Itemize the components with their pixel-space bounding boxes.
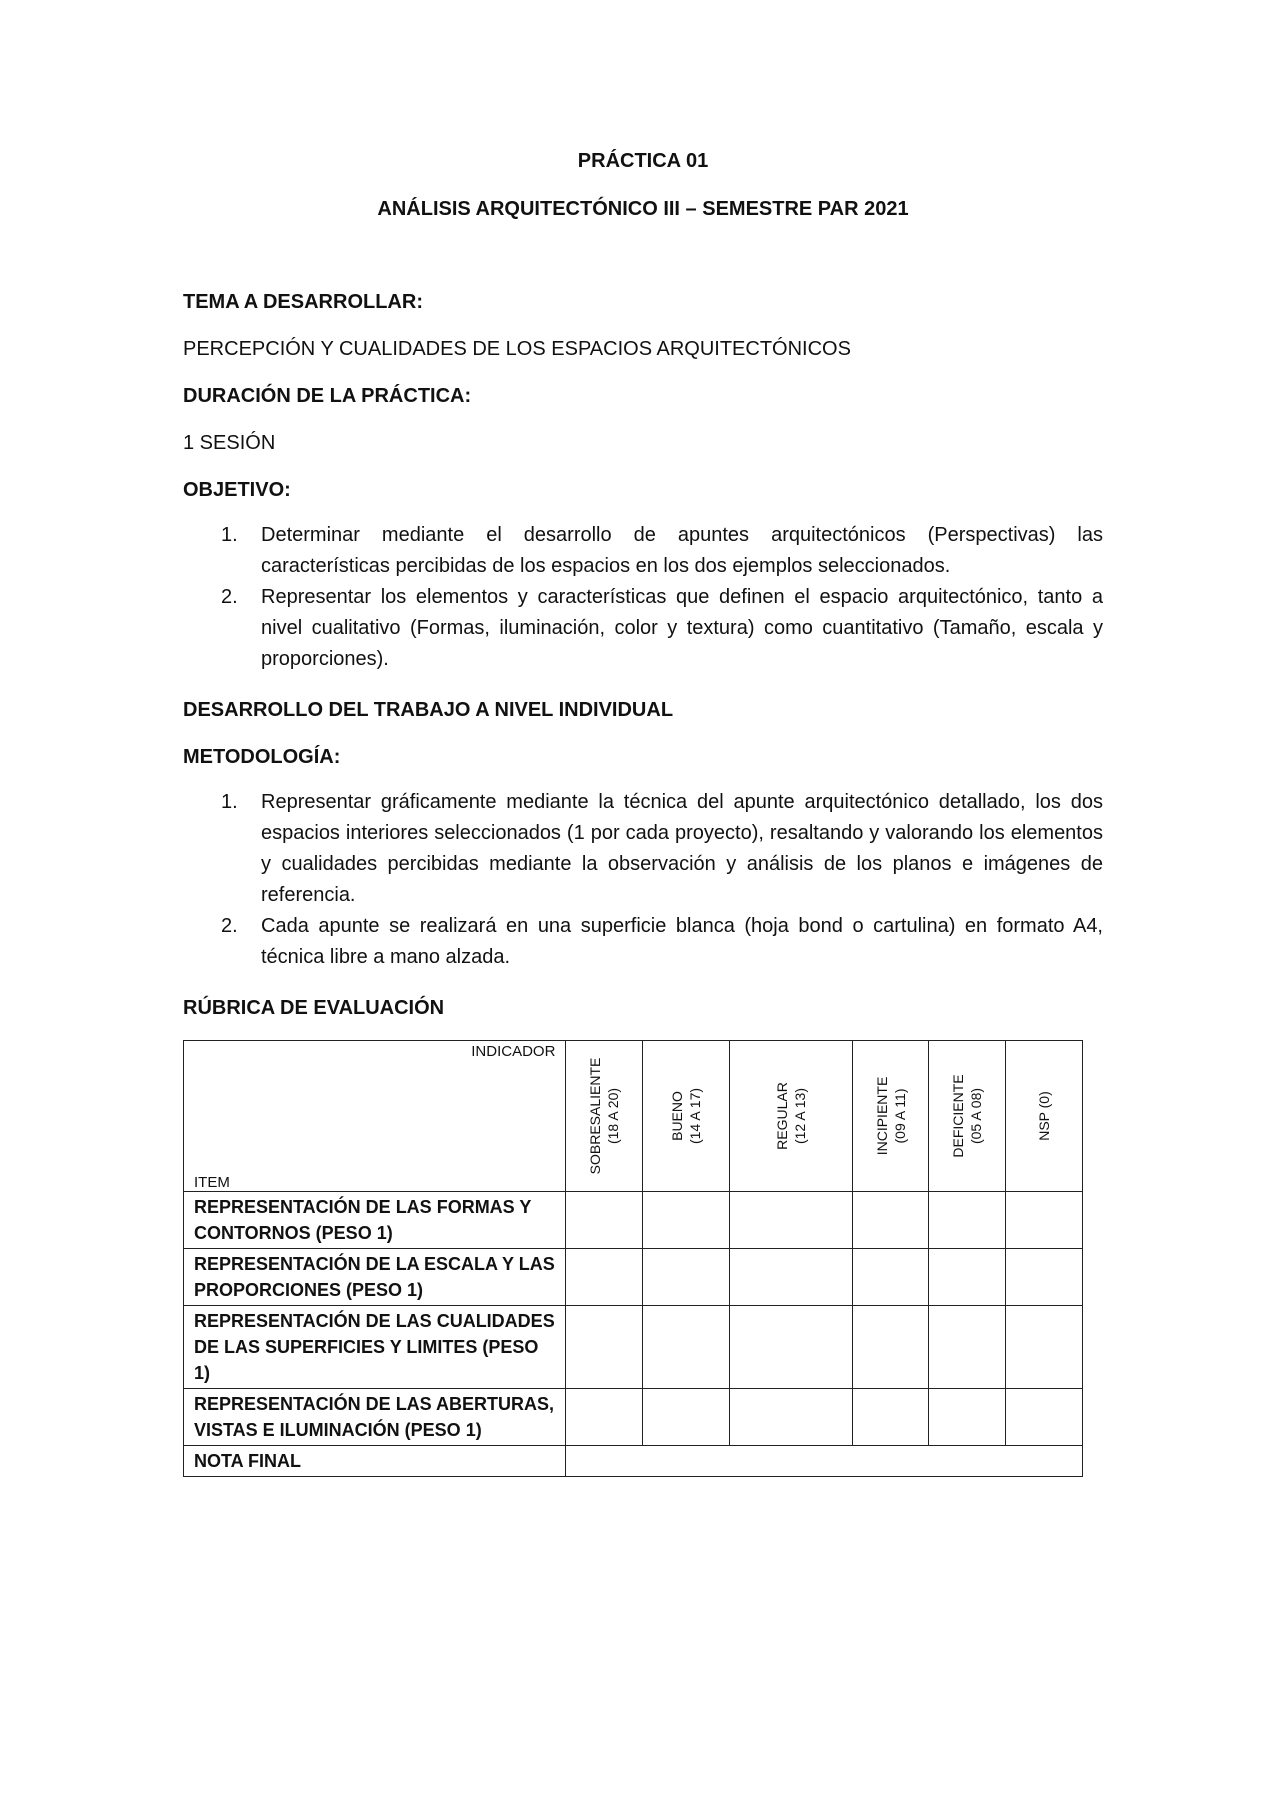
grade-cell[interactable]	[929, 1192, 1006, 1249]
tema-value: PERCEPCIÓN Y CUALIDADES DE LOS ESPACIOS ARQUITECTÓNICOS	[183, 338, 851, 360]
grade-cell[interactable]	[566, 1192, 643, 1249]
grade-cell[interactable]	[1006, 1389, 1083, 1446]
grade-cell[interactable]	[852, 1192, 929, 1249]
rubric-header-row	[184, 1041, 1083, 1192]
indicador-label: INDICADOR	[471, 1043, 556, 1060]
row-label: REPRESENTACIÓN DE LAS ABERTURAS, VISTAS E ILUMINACIÓN (PESO 1)	[184, 1389, 566, 1446]
grade-cell[interactable]	[729, 1192, 852, 1249]
list-item-text: Determinar mediante el desarrollo de apuntes arquitectónicos (Perspectivas) las características percibidas de los espacios en los dos ejemplos seleccionados.	[261, 524, 1103, 577]
tema-label: TEMA A DESARROLLAR:	[183, 291, 423, 313]
grade-cell[interactable]	[929, 1389, 1006, 1446]
grade-cell[interactable]	[929, 1249, 1006, 1306]
row-label: REPRESENTACIÓN DE LA ESCALA Y LAS PROPORCIONES (PESO 1)	[184, 1249, 566, 1306]
grade-cell[interactable]	[1006, 1306, 1083, 1389]
grade-cell[interactable]	[1006, 1249, 1083, 1306]
column-header-bueno	[643, 1041, 730, 1192]
grade-cell[interactable]	[852, 1389, 929, 1446]
list-item	[183, 787, 1103, 911]
item-label: ITEM	[194, 1174, 230, 1191]
rubrica-label: RÚBRICA DE EVALUACIÓN	[183, 997, 445, 1019]
column-header-incipiente	[852, 1041, 929, 1192]
column-name: DEFICIENTE	[950, 1074, 967, 1158]
column-name: SOBRESALIENTE	[587, 1057, 604, 1175]
table-row	[184, 1389, 1083, 1446]
column-range: (14 A 17)	[687, 1087, 704, 1145]
list-item-number: 2.	[221, 915, 238, 937]
list-item	[183, 911, 1103, 973]
final-grade-cell[interactable]	[566, 1446, 1083, 1477]
metodologia-label: METODOLOGÍA:	[183, 746, 341, 768]
table-row	[184, 1192, 1083, 1249]
objetivo-label: OBJETIVO:	[183, 479, 291, 501]
row-label: REPRESENTACIÓN DE LAS CUALIDADES DE LAS SUPERFICIES Y LIMITES (PESO 1)	[184, 1306, 566, 1389]
grade-cell[interactable]	[1006, 1192, 1083, 1249]
grade-cell[interactable]	[643, 1306, 730, 1389]
column-range: (05 A 08)	[968, 1087, 985, 1145]
list-item-number: 1.	[221, 524, 238, 546]
grade-cell[interactable]	[566, 1389, 643, 1446]
row-label: REPRESENTACIÓN DE LAS FORMAS Y CONTORNOS (PESO 1)	[184, 1192, 566, 1249]
column-header-sobresaliente	[566, 1041, 643, 1192]
column-name: INCIPIENTE	[873, 1076, 890, 1156]
column-header-deficiente	[929, 1041, 1006, 1192]
column-range: (09 A 11)	[891, 1088, 908, 1144]
list-item-text: Cada apunte se realizará en una superficie blanca (hoja bond o cartulina) en formato A4, técnica libre a mano alzada.	[261, 915, 1103, 968]
grade-cell[interactable]	[852, 1306, 929, 1389]
grade-cell[interactable]	[929, 1306, 1006, 1389]
document-title: PRÁCTICA 01	[577, 150, 709, 172]
table-row-final	[184, 1446, 1083, 1477]
list-item-number: 1.	[221, 791, 238, 813]
list-item	[183, 520, 1103, 582]
duracion-value: 1 SESIÓN	[183, 432, 276, 454]
list-item-text: Representar los elementos y características que definen el espacio arquitectónico, tanto a nivel cualitativo (Formas, iluminación, color y textura) como cuantitativo (Tamaño, escala y proporciones).	[261, 586, 1103, 670]
document-content	[183, 150, 1103, 1477]
rubric-table	[183, 1040, 1083, 1477]
document-subtitle: ANÁLISIS ARQUITECTÓNICO III – SEMESTRE PAR 2021	[377, 198, 909, 220]
grade-cell[interactable]	[729, 1306, 852, 1389]
list-item	[183, 582, 1103, 675]
final-label: NOTA FINAL	[184, 1446, 566, 1477]
desarrollo-label: DESARROLLO DEL TRABAJO A NIVEL INDIVIDUAL	[183, 699, 674, 721]
grade-cell[interactable]	[852, 1249, 929, 1306]
grade-cell[interactable]	[643, 1249, 730, 1306]
grade-cell[interactable]	[643, 1389, 730, 1446]
column-name: NSP (0)	[1036, 1091, 1053, 1141]
rubric-header-corner	[184, 1041, 566, 1192]
column-range: (12 A 13)	[791, 1087, 808, 1145]
list-item-number: 2.	[221, 586, 238, 608]
objetivos-list	[183, 520, 1103, 675]
grade-cell[interactable]	[566, 1306, 643, 1389]
table-row	[184, 1249, 1083, 1306]
grade-cell[interactable]	[566, 1249, 643, 1306]
column-header-nsp	[1006, 1041, 1083, 1192]
column-range: (18 A 20)	[605, 1087, 622, 1145]
duracion-label: DURACIÓN DE LA PRÁCTICA:	[183, 385, 472, 407]
table-row	[184, 1306, 1083, 1389]
metodologia-list	[183, 787, 1103, 973]
list-item-text: Representar gráficamente mediante la técnica del apunte arquitectónico detallado, los dos espacios interiores seleccionados (1 por cada proyecto), resaltando y valorando los elementos y cualidades percibidas mediante la observación y análisis de los planos e imágenes de referencia.	[261, 791, 1103, 906]
grade-cell[interactable]	[729, 1389, 852, 1446]
grade-cell[interactable]	[643, 1192, 730, 1249]
column-name: REGULAR	[773, 1082, 790, 1150]
column-name: BUENO	[669, 1091, 686, 1141]
column-header-regular	[729, 1041, 852, 1192]
grade-cell[interactable]	[729, 1249, 852, 1306]
